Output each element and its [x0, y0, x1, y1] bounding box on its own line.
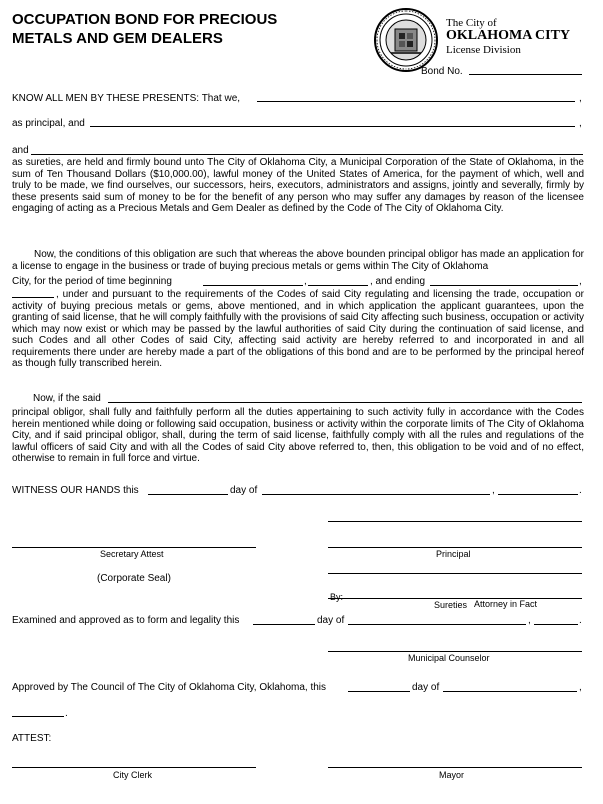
- approved-day-field[interactable]: [348, 691, 410, 692]
- bond-no-label: Bond No.: [421, 66, 463, 77]
- comma-6: ,: [528, 615, 531, 626]
- if-said-paragraph: principal obligor, shall fully and faithfully perform all the duties appertaining to such activity fully in accordance with the Codes herein mentioned while doing or following said occupation, business or activity within the corporate limits of The City of Oklahoma City, and if said principal obligor, shall, during the term of said license, faithfully comply with all the rules and regulations of the lawful officers of said City and with all the Codes of said City above referred to, then, this obligation to be void and of no effect, otherwise to remain in full force and virtue.: [12, 407, 584, 464]
- now-if-said-text: Now, if the said: [33, 393, 101, 404]
- witness-month-field[interactable]: [262, 494, 490, 495]
- by-label: By:: [330, 592, 344, 602]
- comma-5: ,: [492, 485, 495, 496]
- period-2: .: [579, 615, 582, 626]
- attest-label: ATTEST:: [12, 733, 52, 744]
- sureties-caption: Sureties: [434, 600, 468, 610]
- principal-signature-line-2[interactable]: [328, 547, 582, 548]
- and-text: and: [12, 145, 29, 156]
- attorney-in-fact-caption: Attorney in Fact: [474, 599, 538, 609]
- period-3: .: [65, 708, 68, 719]
- know-all-text: KNOW ALL MEN BY THESE PRESENTS: That we,: [12, 93, 241, 104]
- witness-day-of: day of: [230, 485, 258, 496]
- principal-caption: Principal: [436, 549, 471, 559]
- city-clerk-signature-line[interactable]: [12, 767, 256, 768]
- period-begin-year-field[interactable]: [308, 285, 368, 286]
- period-begin-date-field[interactable]: [203, 285, 303, 286]
- examined-day-field[interactable]: [253, 624, 315, 625]
- conditions-paragraph-start: Now, the conditions of this obligation are such that whereas the above bounden principal obligor has made an application for a license to engage in the business or trade of buying precious metals or gems within The City of Oklahoma: [12, 249, 584, 272]
- comma-3: ,: [304, 276, 307, 287]
- surety-signature-line[interactable]: [328, 573, 582, 574]
- city-clerk-caption: City Clerk: [113, 770, 153, 780]
- principal-name-field[interactable]: [257, 101, 575, 102]
- as-principal-text: as principal, and: [12, 118, 85, 129]
- witness-year-field[interactable]: [498, 494, 578, 495]
- city-the-label: The City of: [446, 17, 497, 29]
- approved-day-of: day of: [412, 682, 440, 693]
- examined-day-of: day of: [317, 615, 345, 626]
- secretary-attest-line[interactable]: [12, 547, 256, 548]
- and-ending-text: , and ending: [370, 276, 426, 287]
- principal-obligor-field[interactable]: [108, 402, 582, 403]
- sureties-paragraph: as sureties, are held and firmly bound unto The City of Oklahoma City, a Municipal Corporation of the State of Oklahoma, in the sum of Ten Thousand Dollars ($10,000.00), lawful money of the United States of America, for the payment of which, well and truly to be made, we find ourselves, our successors, heirs, executors, administrators and assigns, jointly and severally, firmly by these presents said sum of money to be for the benefit of any person who may suffer any damages by reason of the licensee engaging of acting as a Precious Metals and Gem Dealer as defined by the Code of The City of Oklahoma City.: [12, 157, 584, 214]
- period-1: .: [579, 485, 582, 496]
- city-division-label: License Division: [446, 44, 521, 56]
- form-title: [12, 10, 352, 48]
- witness-day-field[interactable]: [148, 494, 228, 495]
- city-name-label: OKLAHOMA CITY: [446, 28, 571, 43]
- city-seal-icon: [373, 7, 439, 73]
- second-surety-field[interactable]: [31, 154, 583, 155]
- comma-4: ,: [579, 276, 582, 287]
- mayor-signature-line[interactable]: [328, 767, 582, 768]
- title-line-2: METALS AND GEM DEALERS: [12, 30, 223, 47]
- period-begin-text: City, for the period of time beginning: [12, 276, 172, 287]
- mayor-caption: Mayor: [439, 770, 465, 780]
- examined-month-field[interactable]: [348, 624, 526, 625]
- surety-name-field[interactable]: [90, 126, 575, 127]
- approved-year-field[interactable]: [12, 716, 64, 717]
- municipal-counselor-line[interactable]: [328, 651, 582, 652]
- municipal-counselor-caption: Municipal Counselor: [408, 653, 490, 663]
- conditions-paragraph-rest: , under and pursuant to the requirements of the Codes of said City regulating and licensing the trade, occupation or activity of buying precious metals or gems, above mentioned, and in which application the applicant guarantees, upon the granting of said license, that he will comply faithfully with the provisions of said City affecting such business, occupation or activity which may now exist or which may be passed by the lawful authorities of said City during the continuation of said license, and such Codes and all other Codes of said City, affecting said activity are hereby referred to and incorporated in and all requirements there under are hereby made a part of the obligations of this bond and are to be performed by the principal hereof as though fully transcribed herein.: [12, 289, 584, 369]
- title-line-1: OCCUPATION BOND FOR PRECIOUS: [12, 11, 278, 28]
- attorney-signature-line[interactable]: [328, 598, 582, 599]
- corporate-seal-text: (Corporate Seal): [97, 573, 171, 584]
- approved-month-field[interactable]: [443, 691, 577, 692]
- examined-text: Examined and approved as to form and legality this: [12, 615, 240, 626]
- bond-no-field[interactable]: [469, 74, 582, 75]
- principal-signature-line-1[interactable]: [328, 521, 582, 522]
- comma-1: ,: [579, 93, 582, 104]
- examined-year-field[interactable]: [534, 624, 578, 625]
- approved-by-text: Approved by The Council of The City of Oklahoma City, Oklahoma, this: [12, 682, 327, 693]
- comma-2: ,: [579, 118, 582, 129]
- secretary-attest-caption: Secretary Attest: [100, 549, 164, 559]
- period-end-date-field[interactable]: [430, 285, 578, 286]
- comma-7: ,: [579, 682, 582, 693]
- witness-text: WITNESS OUR HANDS this: [12, 485, 139, 496]
